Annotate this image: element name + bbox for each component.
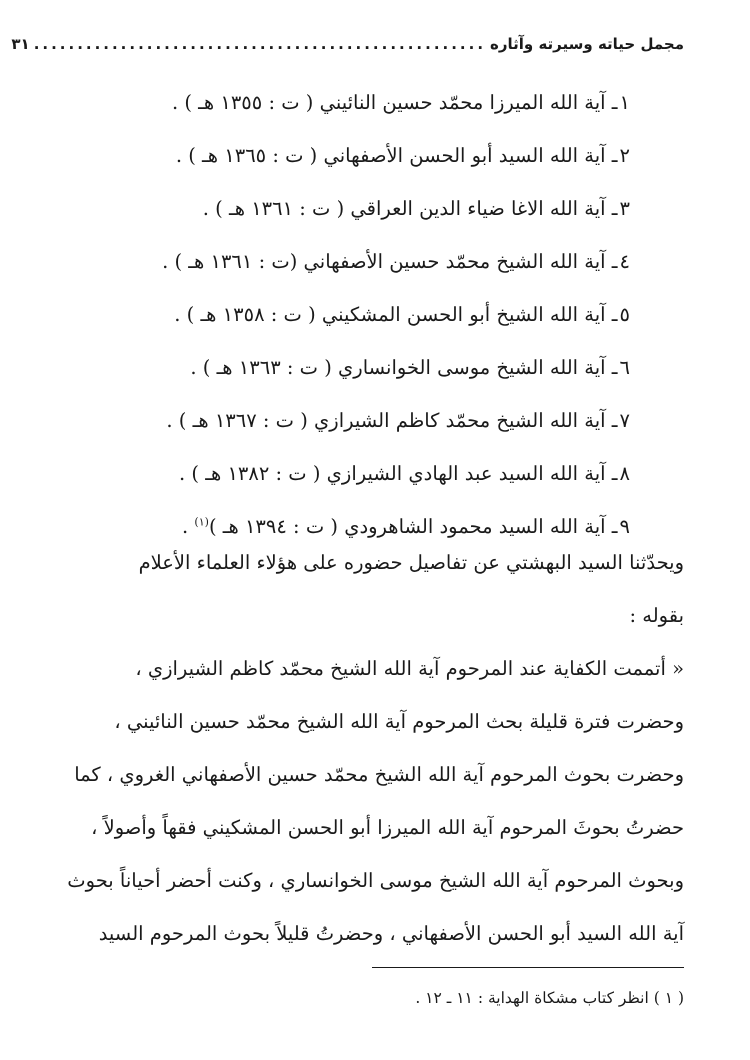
item-text: ـ آية الله الشيخ محمّد حسين الأصفهاني (ت : ١٣٦١ هـ ) . xyxy=(162,250,618,273)
running-header-title: مجمل حياته وسيرته وآثاره xyxy=(490,35,684,53)
list-item xyxy=(70,76,630,129)
item-number: ٨ xyxy=(619,462,630,485)
item-number: ٢ xyxy=(619,144,630,167)
intro-paragraph xyxy=(66,536,684,642)
body-text xyxy=(66,536,684,960)
page-number: ٣١ xyxy=(11,35,30,53)
item-text: ـ آية الله الشيخ محمّد كاظم الشيرازي ( ت : ١٣٦٧ هـ ) . xyxy=(166,409,618,432)
header-leader-dots: .................................................... xyxy=(33,35,487,53)
item-text: ـ آية الله الاغا ضياء الدين العراقي ( ت : ١٣٦١ هـ ) . xyxy=(202,197,618,220)
item-number: ٣ xyxy=(619,197,630,220)
text-line: ويحدّثنا السيد البهشتي عن تفاصيل حضوره على هؤلاء العلماء الأعلام xyxy=(138,551,684,574)
item-text: ـ آية الله الشيخ أبو الحسن المشكيني ( ت : ١٣٥٨ هـ ) . xyxy=(174,303,618,326)
text-line: « أتممت الكفاية عند المرحوم آية الله الشيخ محمّد كاظم الشيرازي ، xyxy=(135,657,684,680)
item-text: ـ آية الله الشيخ موسى الخوانساري ( ت : ١٣٦٣ هـ ) . xyxy=(190,356,618,379)
list-item xyxy=(70,447,630,500)
item-text: ـ آية الله السيد محمود الشاهرودي ( ت : ١٣٩٤ هـ ) xyxy=(208,515,618,538)
list-item xyxy=(70,129,630,182)
list-item xyxy=(70,182,630,235)
running-header xyxy=(11,30,684,58)
footnote: ( ١ ) انظر كتاب مشكاة الهداية : ١١ ـ ١٢ . xyxy=(415,989,684,1007)
list-item xyxy=(70,288,630,341)
footnote-reference[interactable]: (١) xyxy=(194,515,209,529)
item-number: ٥ xyxy=(619,303,630,326)
quote-paragraph xyxy=(66,642,684,960)
text-line: وبحوث المرحوم آية الله الشيخ موسى الخوانساري ، وكنت أحضر أحياناً بحوث xyxy=(67,869,684,892)
scholars-list xyxy=(70,76,630,553)
item-number: ٩ xyxy=(619,515,630,538)
list-item xyxy=(70,235,630,288)
text-line: حضرتُ بحوثَ المرحوم آية الله الميرزا أبو الحسن المشكيني فقهاً وأصولاً ، xyxy=(91,816,684,839)
list-item xyxy=(70,394,630,447)
item-text-tail: . xyxy=(182,515,195,538)
footnote-divider xyxy=(372,967,684,968)
text-line: وحضرت فترة قليلة بحث المرحوم آية الله الشيخ محمّد حسين النائيني ، xyxy=(114,710,684,733)
list-item xyxy=(70,341,630,394)
text-line: بقوله : xyxy=(629,604,684,627)
item-number: ١ xyxy=(619,91,630,114)
item-text: ـ آية الله السيد عبد الهادي الشيرازي ( ت : ١٣٨٢ هـ ) . xyxy=(179,462,618,485)
item-text: ـ آية الله الميرزا محمّد حسين النائيني ( ت : ١٣٥٥ هـ ) . xyxy=(171,91,618,114)
text-line: وحضرت بحوث المرحوم آية الله الشيخ محمّد حسين الأصفهاني الغروي ، كما xyxy=(74,763,684,786)
item-number: ٧ xyxy=(619,409,630,432)
item-number: ٦ xyxy=(619,356,630,379)
item-number: ٤ xyxy=(619,250,630,273)
text-line: آية الله السيد أبو الحسن الأصفهاني ، وحضرتُ قليلاً بحوث المرحوم السيد xyxy=(98,922,684,945)
item-text: ـ آية الله السيد أبو الحسن الأصفهاني ( ت : ١٣٦٥ هـ ) . xyxy=(175,144,618,167)
